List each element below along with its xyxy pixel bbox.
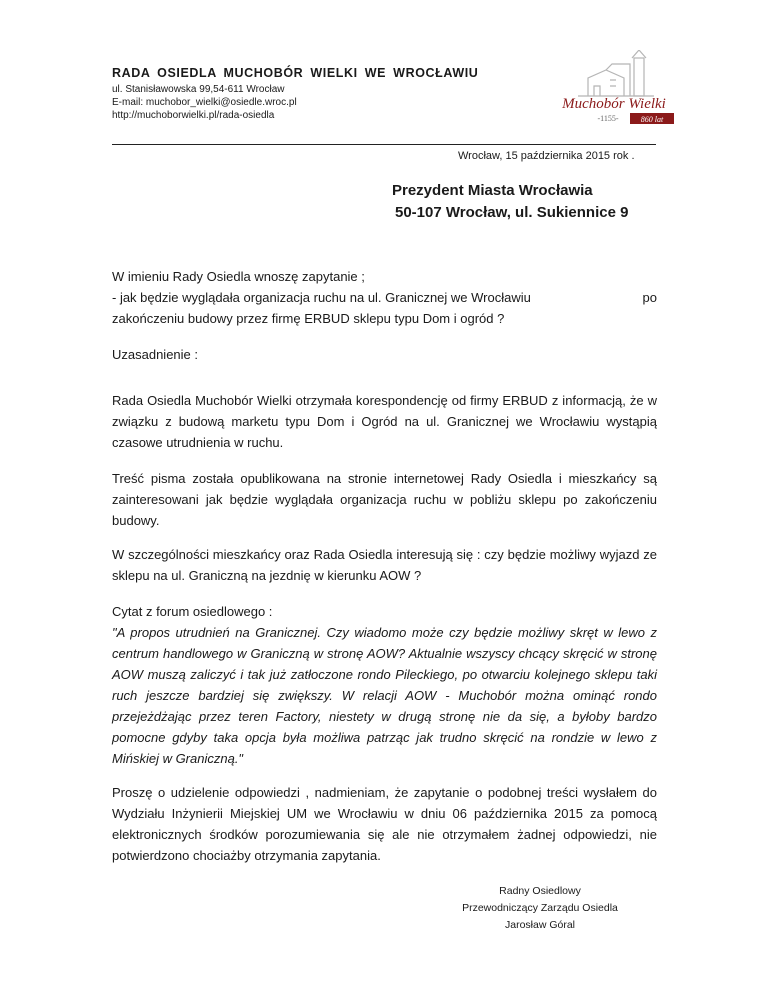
logo-year: -1155- <box>597 114 619 123</box>
intro-block <box>112 266 657 329</box>
justification-label: Uzasadnienie : <box>112 347 198 362</box>
addressee-line-1: Prezydent Miasta Wrocławia <box>392 182 593 199</box>
intro-question-end: po <box>642 290 657 305</box>
castle-icon <box>578 50 654 96</box>
signature-block <box>440 883 640 934</box>
paragraph-3: W szczególności mieszkańcy oraz Rada Osiedla interesują się : czy będzie możliwy wyjazd ze sklepu na ul. Graniczną na jezdnię w kierunku AOW ? <box>112 547 657 583</box>
header-divider <box>112 144 656 145</box>
organization-name: RADA OSIEDLA MUCHOBÓR WIELKI WE WROCŁAWIU <box>112 66 479 80</box>
intro-question <box>112 287 657 308</box>
logo-badge: 860 lat <box>640 115 664 124</box>
intro-line-3: zakończeniu budowy przez firmę ERBUD sklepu typu Dom i ogród ? <box>112 311 505 326</box>
organization-website: http://muchoborwielki.pl/rada-osiedla <box>112 110 275 121</box>
organization-email: E-mail: muchobor_wielki@osiedle.wroc.pl <box>112 97 297 108</box>
logo-name: Muchobór Wielki <box>562 96 666 112</box>
organization-address: ul. Stanisławowska 99,54-611 Wrocław <box>112 84 285 95</box>
signature-name: Jarosław Góral <box>504 919 576 931</box>
intro-line-1: W imieniu Rady Osiedla wnoszę zapytanie ; <box>112 269 365 284</box>
date-line: Wrocław, 15 października 2015 rok . <box>458 150 635 162</box>
paragraph-1: Rada Osiedla Muchobór Wielki otrzymała korespondencję od firmy ERBUD z informacją, że w związku z budową marketu typu Dom i Ogród na ul. Granicznej we Wrocławiu wystąpią czasowe utrudnienia w ruchu. <box>112 393 657 450</box>
intro-question-text: - jak będzie wyglądała organizacja ruchu na ul. Granicznej we Wrocławiu <box>112 290 531 305</box>
quote-label: Cytat z forum osiedlowego : <box>112 604 273 619</box>
addressee-line-2: 50-107 Wrocław, ul. Sukiennice 9 <box>395 204 629 221</box>
addressee <box>392 180 628 224</box>
signature-role-2: Przewodniczący Zarządu Osiedla <box>462 902 618 914</box>
forum-quote: "A propos utrudnień na Granicznej. Czy wiadomo może czy będzie możliwy skręt w lewo z centrum handlowego w Graniczną w stronę AOW? Aktualnie wszyscy chcący skręcić w stronę AOW muszą zaliczyć i tak już zatłoczone rondo Pileckiego, po otwarciu kolejnego sklepu taki ruch jeszcze bardziej się zwiększy. W relacji AOW - Muchobór można ominąć rondo przejeżdżając przez teren Factory, niestety w drugą stronę nie da się, a byłoby bardzo pomocne gdyby taka opcja była możliwa patrząc jak trudno skręcić na rondzie w lewo z Mińskiej w Graniczną." <box>112 625 657 766</box>
muchobor-wielki-logo <box>548 50 684 128</box>
signature-role-1: Radny Osiedlowy <box>499 885 581 897</box>
paragraph-4: Proszę o udzielenie odpowiedzi , nadmieniam, że zapytanie o podobnej treści wysłałem do Wydziału Inżynierii Miejskiej UM we Wrocławiu w dniu 06 października 2015 za pomocą elektronicznych środków porozumiewania się ale nie otrzymałem żadnej odpowiedzi, nie potwierdzono chociażby otrzymania zapytania. <box>112 785 657 863</box>
paragraph-2: Treść pisma została opublikowana na stronie internetowej Rady Osiedla i mieszkańcy są zainteresowani jak będzie wyglądała organizacja ruchu w pobliżu sklepu po zakończeniu budowy. <box>112 471 657 528</box>
